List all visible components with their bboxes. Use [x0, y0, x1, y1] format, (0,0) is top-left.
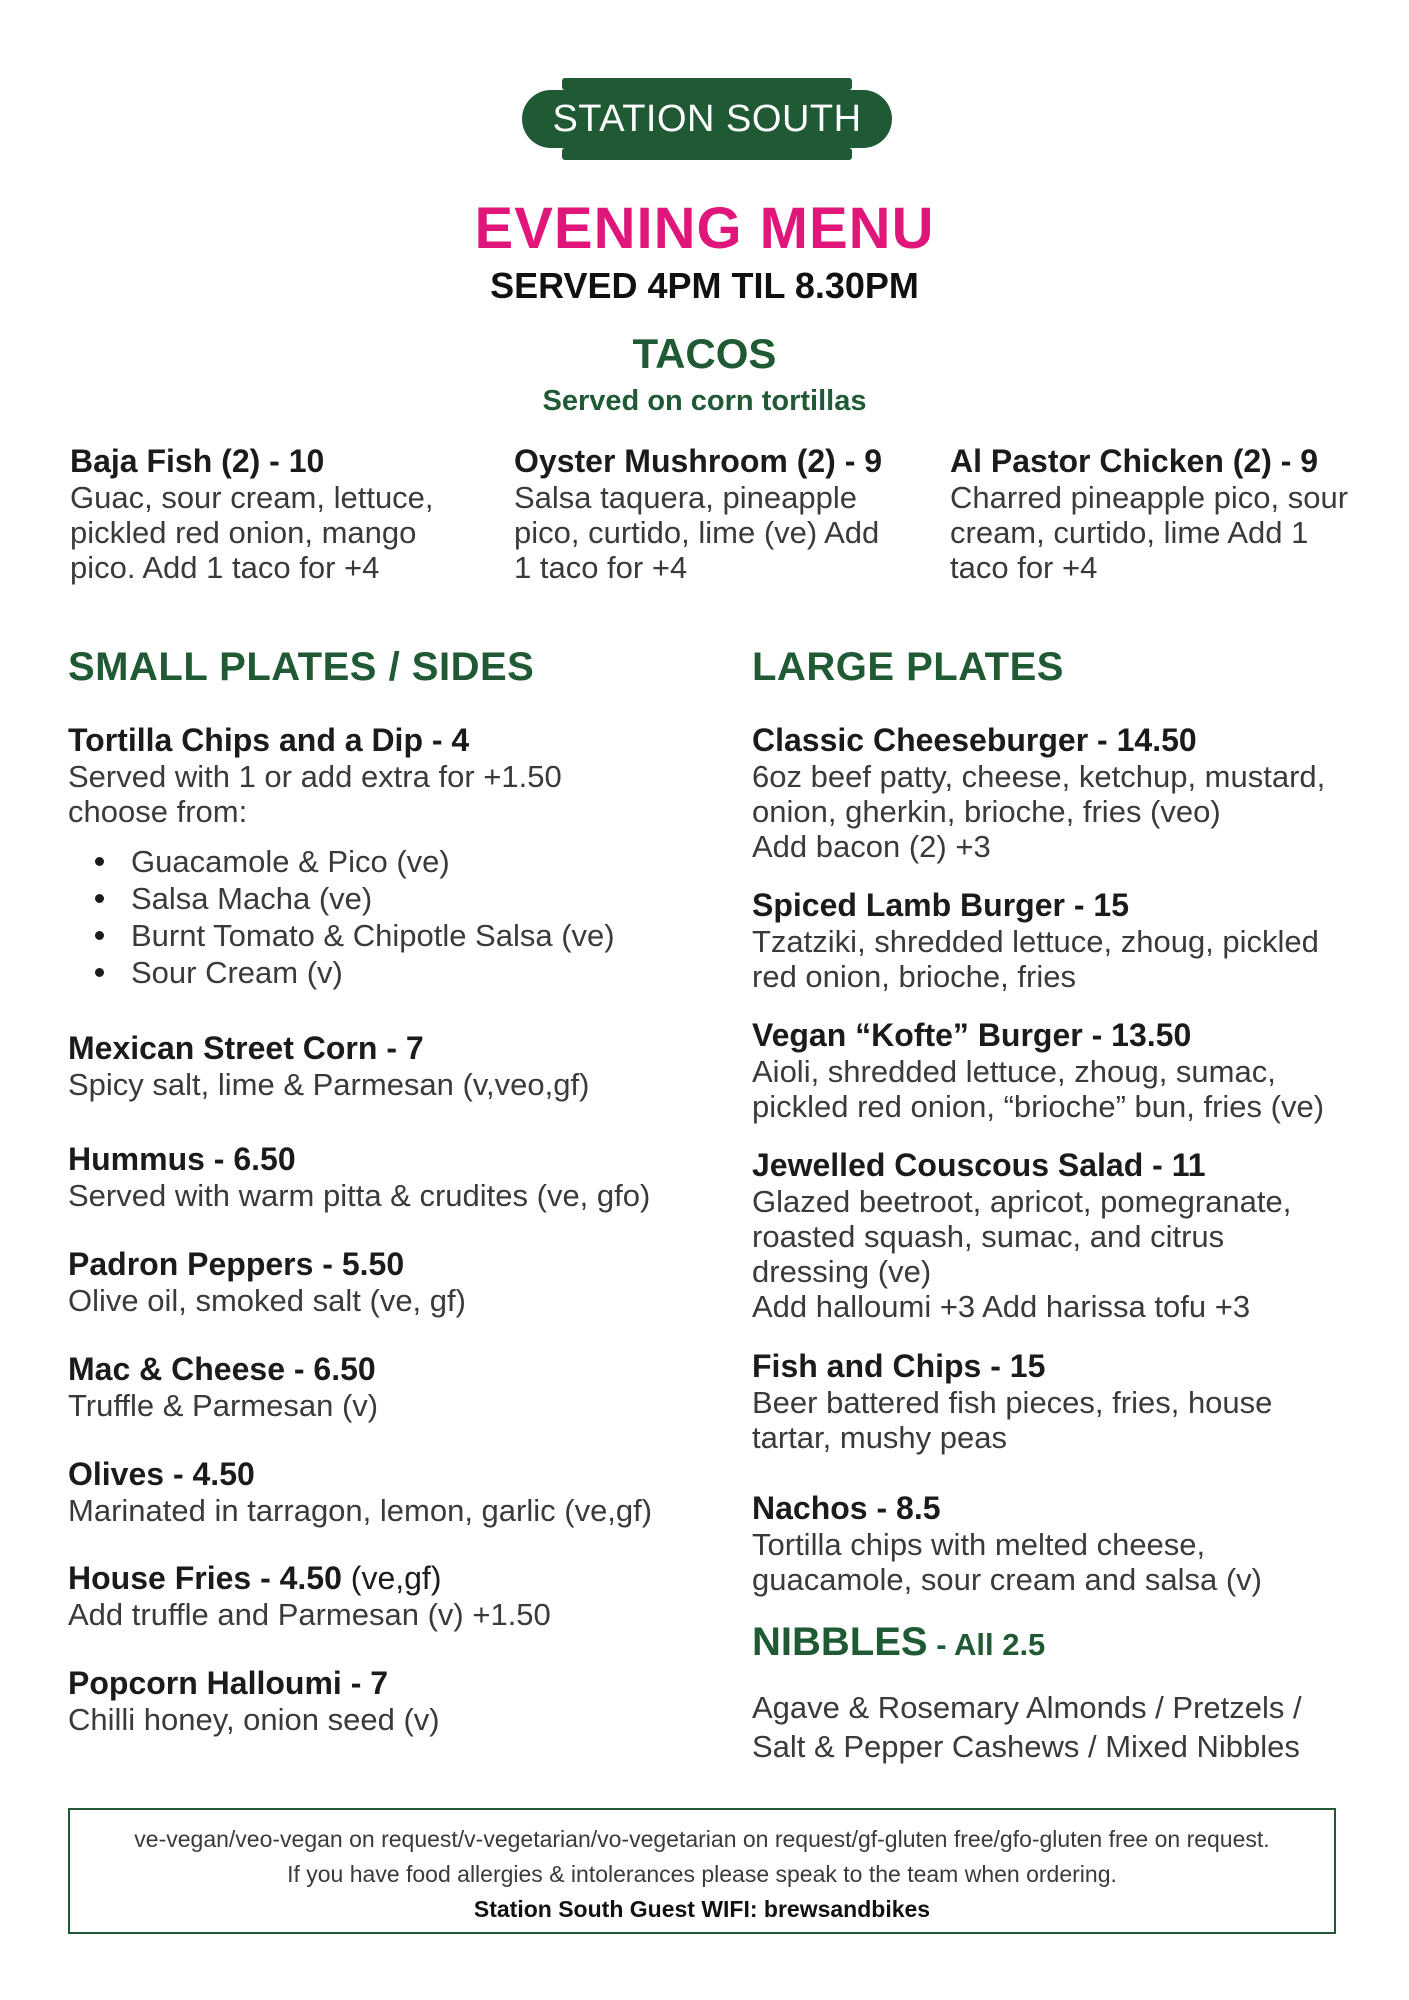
- small-plates-heading: SMALL PLATES / SIDES: [68, 645, 535, 689]
- item-name: Padron Peppers - 5.50: [68, 1246, 405, 1282]
- dip-options-list: [68, 843, 668, 991]
- dip-option: [131, 880, 668, 917]
- item-name: Fish and Chips - 15: [752, 1348, 1046, 1384]
- dietary-legend: ve-vegan/veo-vegan on request/v-vegetarian/vo-vegetarian on request/gf-gluten free/gfo-gluten free on request.: [134, 1826, 1270, 1852]
- item-description: Chilli honey, onion seed (v): [68, 1702, 440, 1737]
- taco-name: Al Pastor Chicken (2) - 9: [950, 443, 1319, 479]
- nibbles-title: NIBBLES: [752, 1620, 928, 1664]
- logo-bottom-bar: [562, 148, 852, 160]
- taco-description: Guac, sour cream, lettuce, pickled red onion, mango pico. Add 1 taco for +4: [70, 480, 434, 585]
- nibbles-price: - All 2.5: [927, 1627, 1046, 1662]
- item-description: Truffle & Parmesan (v): [68, 1388, 379, 1423]
- wifi-info: Station South Guest WIFI: brewsandbikes: [473, 1896, 931, 1922]
- dip-option: [131, 917, 668, 954]
- item-addon: Add bacon (2) +3: [752, 829, 991, 864]
- bullet-icon: [95, 894, 104, 903]
- item-description: Glazed beetroot, apricot, pomegranate, roasted squash, sumac, and citrus dressing (ve): [752, 1184, 1292, 1289]
- item-description: Add truffle and Parmesan (v) +1.50: [68, 1597, 551, 1632]
- nibbles-line: Agave & Rosemary Almonds / Pretzels /: [752, 1690, 1302, 1725]
- bullet-icon: [95, 857, 104, 866]
- logo-pill: [522, 90, 892, 148]
- nibbles-heading: [752, 1620, 1045, 1665]
- taco-name: Baja Fish (2) - 10: [70, 443, 325, 479]
- menu-item: [68, 1141, 708, 1213]
- item-name-text: House Fries - 4.50: [68, 1560, 342, 1596]
- menu-item: [752, 722, 1342, 864]
- item-name: Spiced Lamb Burger - 15: [752, 887, 1129, 923]
- dip-label: Sour Cream (v): [131, 955, 343, 990]
- menu-item: [68, 1030, 708, 1102]
- menu-item: [68, 1456, 708, 1528]
- item-description: Served with warm pitta & crudites (ve, gfo): [68, 1178, 651, 1213]
- item-description: Tzatziki, shredded lettuce, zhoug, pickled red onion, brioche, fries: [752, 924, 1319, 994]
- footer-box: [68, 1808, 1336, 1934]
- item-description: Spicy salt, lime & Parmesan (v,veo,gf): [68, 1067, 590, 1102]
- menu-item: [68, 1351, 708, 1423]
- item-name: Olives - 4.50: [68, 1456, 255, 1492]
- item-description: Marinated in tarragon, lemon, garlic (ve,gf): [68, 1493, 653, 1528]
- taco-item: [514, 442, 904, 585]
- item-name: Mexican Street Corn - 7: [68, 1030, 424, 1066]
- bullet-icon: [95, 931, 104, 940]
- tacos-heading: TACOS: [632, 330, 777, 377]
- bullet-icon: [95, 968, 104, 977]
- item-name: Mac & Cheese - 6.50: [68, 1351, 376, 1387]
- menu-item: [752, 1147, 1342, 1324]
- taco-description: Charred pineapple pico, sour cream, curtido, lime Add 1 taco for +4: [950, 480, 1349, 585]
- large-plates-heading: LARGE PLATES: [752, 645, 1064, 689]
- menu-item: [752, 1017, 1342, 1124]
- item-description: Olive oil, smoked salt (ve, gf): [68, 1283, 466, 1318]
- item-addon: Add halloumi +3 Add harissa tofu +3: [752, 1289, 1251, 1324]
- menu-item: [752, 887, 1342, 994]
- menu-item: [68, 1246, 708, 1318]
- item-description: Served with 1 or add extra for +1.50 choose from:: [68, 759, 562, 829]
- item-name: Popcorn Halloumi - 7: [68, 1665, 389, 1701]
- dip-label: Salsa Macha (ve): [131, 881, 373, 916]
- item-description: Tortilla chips with melted cheese, guacamole, sour cream and salsa (v): [752, 1527, 1263, 1597]
- taco-item: [70, 442, 470, 585]
- taco-description: Salsa taquera, pineapple pico, curtido, lime (ve) Add 1 taco for +4: [514, 480, 880, 585]
- dip-label: Guacamole & Pico (ve): [131, 844, 450, 879]
- station-south-logo: [522, 78, 892, 160]
- dip-option: [131, 954, 668, 991]
- nibbles-line: Salt & Pepper Cashews / Mixed Nibbles: [752, 1729, 1300, 1764]
- dip-label: Burnt Tomato & Chipotle Salsa (ve): [131, 918, 615, 953]
- nibbles-list: [752, 1690, 1352, 1764]
- menu-item: [68, 1560, 708, 1632]
- allergy-notice: If you have food allergies & intolerances please speak to the team when ordering.: [287, 1861, 1117, 1887]
- item-name: [68, 1560, 708, 1597]
- item-description: Aioli, shredded lettuce, zhoug, sumac, pickled red onion, “brioche” bun, fries (ve): [752, 1054, 1325, 1124]
- item-dietary-tags: (ve,gf): [341, 1560, 442, 1596]
- logo-text: STATION SOUTH: [552, 97, 862, 140]
- item-name: Nachos - 8.5: [752, 1490, 941, 1526]
- item-description: Beer battered fish pieces, fries, house tartar, mushy peas: [752, 1385, 1273, 1455]
- item-description: 6oz beef patty, cheese, ketchup, mustard, onion, gherkin, brioche, fries (veo): [752, 759, 1326, 829]
- item-name: Tortilla Chips and a Dip - 4: [68, 722, 470, 758]
- item-name: Classic Cheeseburger - 14.50: [752, 722, 1197, 758]
- item-name: Hummus - 6.50: [68, 1141, 296, 1177]
- logo-top-bar: [562, 78, 852, 90]
- menu-item: [752, 1348, 1342, 1455]
- item-name: Vegan “Kofte” Burger - 13.50: [752, 1017, 1192, 1053]
- item-name: Jewelled Couscous Salad - 11: [752, 1147, 1206, 1183]
- taco-name: Oyster Mushroom (2) - 9: [514, 443, 883, 479]
- menu-item-tortilla-chips: [68, 722, 668, 991]
- menu-title: EVENING MENU: [474, 196, 935, 261]
- serving-hours: SERVED 4PM TIL 8.30PM: [490, 265, 919, 306]
- menu-item: [68, 1665, 708, 1737]
- menu-item: [752, 1490, 1312, 1597]
- taco-item: [950, 442, 1350, 585]
- dip-option: [131, 843, 668, 880]
- tacos-subheading: Served on corn tortillas: [542, 385, 867, 417]
